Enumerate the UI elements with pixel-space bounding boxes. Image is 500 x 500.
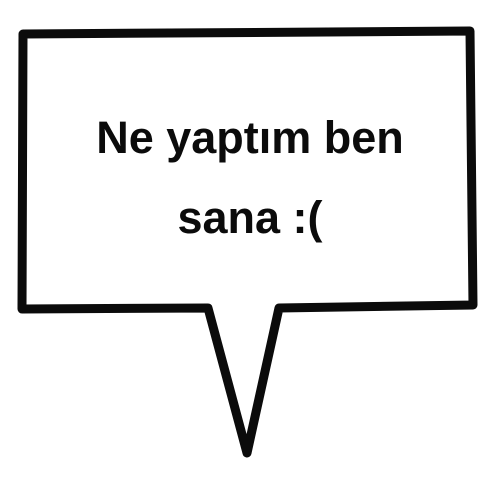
speech-line-1: Ne yaptım ben	[96, 112, 404, 163]
speech-line-2: sana :(	[177, 192, 323, 243]
speech-bubble-text	[40, 98, 460, 258]
